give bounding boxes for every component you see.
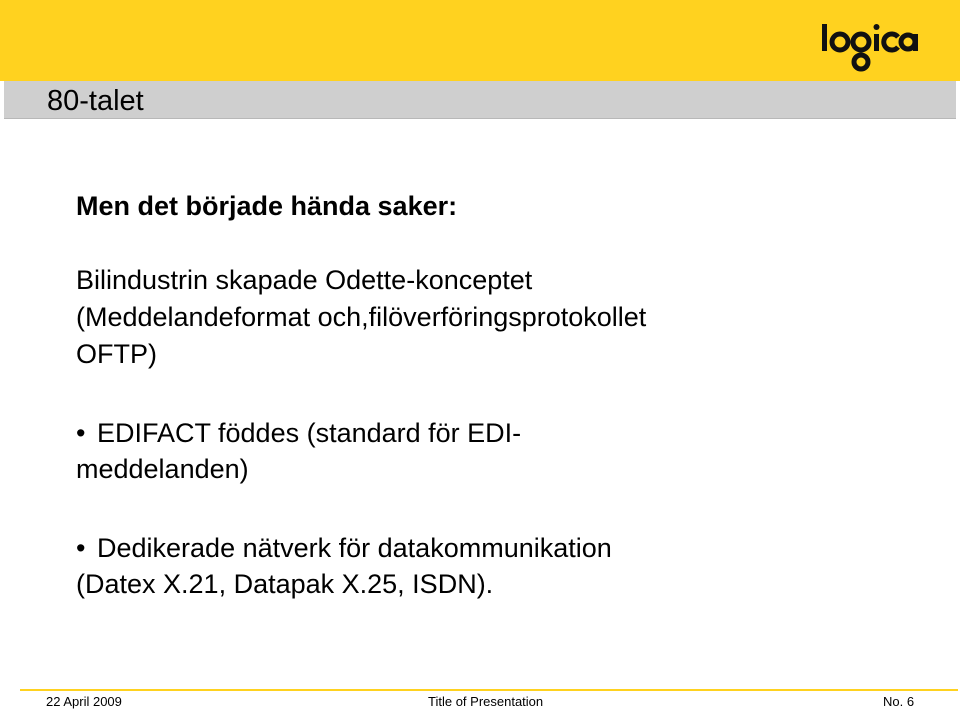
bullet-text: EDIFACT föddes (standard för EDI- <box>97 418 522 448</box>
slide-heading: Men det började hända saker: <box>76 191 458 221</box>
slide-title: 80-talet <box>47 85 144 117</box>
paragraph-line: (Meddelandeformat och,filöverföringsprotokollet <box>76 302 647 332</box>
footer-date: 22 April 2009 <box>46 694 122 709</box>
paragraph-line: Bilindustrin skapade Odette-konceptet <box>76 265 533 295</box>
bullet-icon: • <box>76 533 86 563</box>
intro-paragraph <box>76 262 646 373</box>
paragraph-line: OFTP) <box>76 339 157 369</box>
bullet-text-continued: meddelanden) <box>76 454 249 484</box>
footer-slide-number: No. 6 <box>883 694 915 709</box>
footer-divider <box>20 689 958 691</box>
bullet-item <box>76 415 521 487</box>
footer-presentation-title: Title of Presentation <box>428 694 544 709</box>
bullet-item <box>76 530 612 602</box>
bullet-icon: • <box>76 418 86 448</box>
bullet-text-continued: (Datex X.21, Datapak X.25, ISDN). <box>76 569 494 599</box>
bullet-text: Dedikerade nätverk för datakommunikation <box>97 533 612 563</box>
